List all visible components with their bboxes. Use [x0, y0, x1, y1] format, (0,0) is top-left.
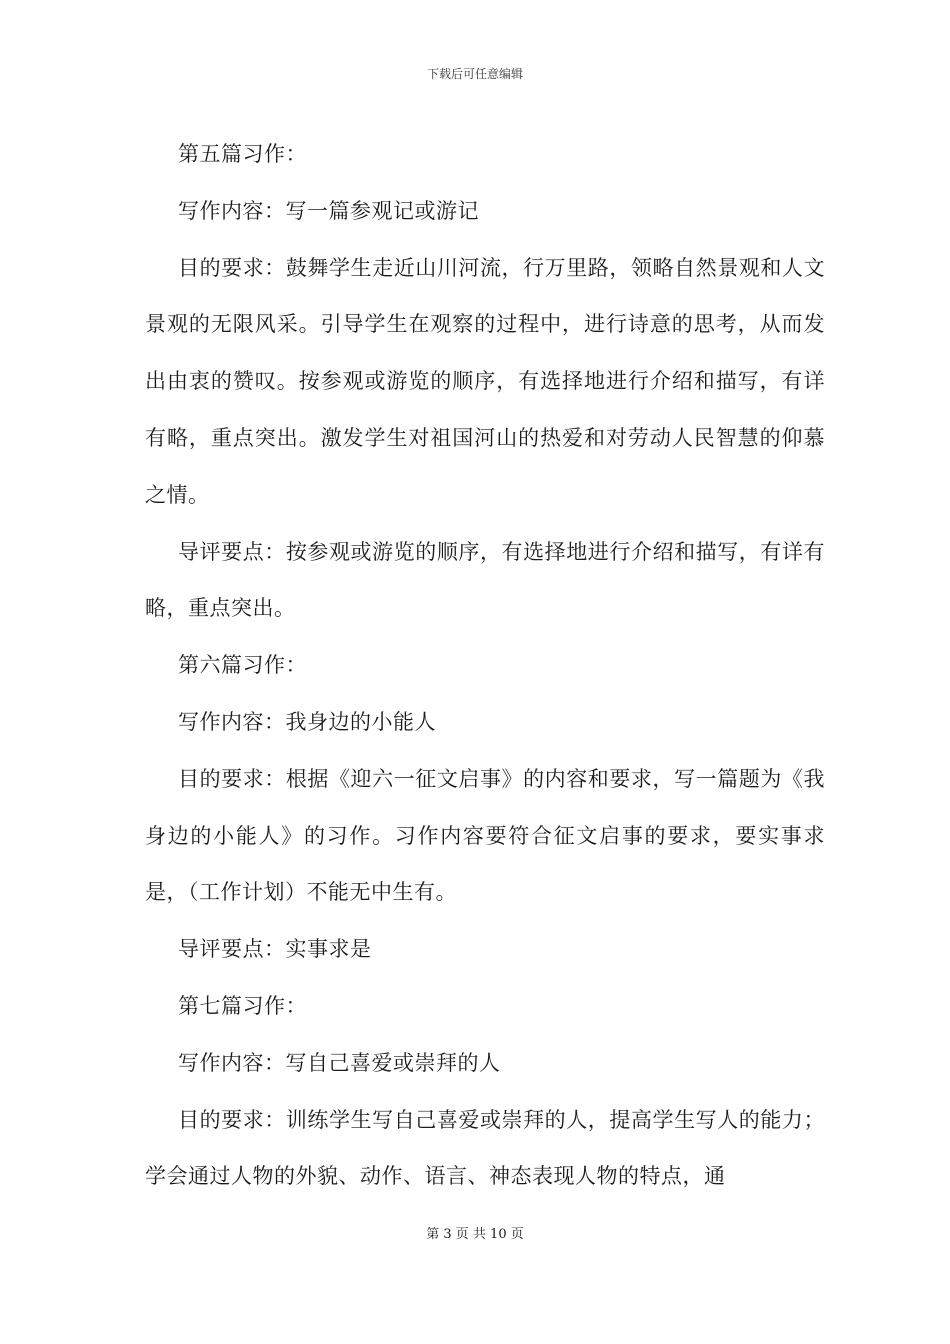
section-heading-7: 第七篇习作：: [178, 993, 307, 1018]
review-points-5: 导评要点：按参观或游览的顺序，有选择地进行介绍和描写，有详有略，重点突出。: [145, 539, 825, 621]
section-heading-5: 第五篇习作：: [178, 142, 307, 166]
document-body: [145, 126, 825, 1205]
writing-content-7: 写作内容：写自己喜爱或崇拜的人: [178, 1050, 501, 1075]
page-number: 第 3 页 共 10 页: [426, 1227, 524, 1242]
objective-6: 目的要求：根据《迎六一征文启事》的内容和要求，写一篇题为《我身边的小能人》的习作。习作内容要符合征文启事的要求，要实事求是，（工作计划）不能无中生有。: [145, 766, 825, 905]
section-heading-6: 第六篇习作：: [178, 653, 307, 678]
objective-7: 目的要求：训练学生写自己喜爱或崇拜的人，提高学生写人的能力；学会通过人物的外貌、动作、语言、神态表现人物的特点，通: [145, 1107, 825, 1189]
writing-content-5: 写作内容：写一篇参观记或游记: [178, 198, 479, 223]
review-points-6: 导评要点：实事求是: [178, 937, 372, 962]
page-header-note: 下载后可任意编辑: [426, 67, 523, 81]
writing-content-6: 写作内容：我身边的小能人: [178, 709, 436, 734]
objective-5: 目的要求：鼓舞学生走近山川河流，行万里路，领略自然景观和人文景观的无限风采。引导学生在观察的过程中，进行诗意的思考，从而发出由衷的赞叹。按参观或游览的顺序，有选择地进行介绍和描写，有详有略，重点突出。激发学生对祖国河山的热爱和对劳动人民智慧的仰慕之情。: [145, 255, 825, 507]
